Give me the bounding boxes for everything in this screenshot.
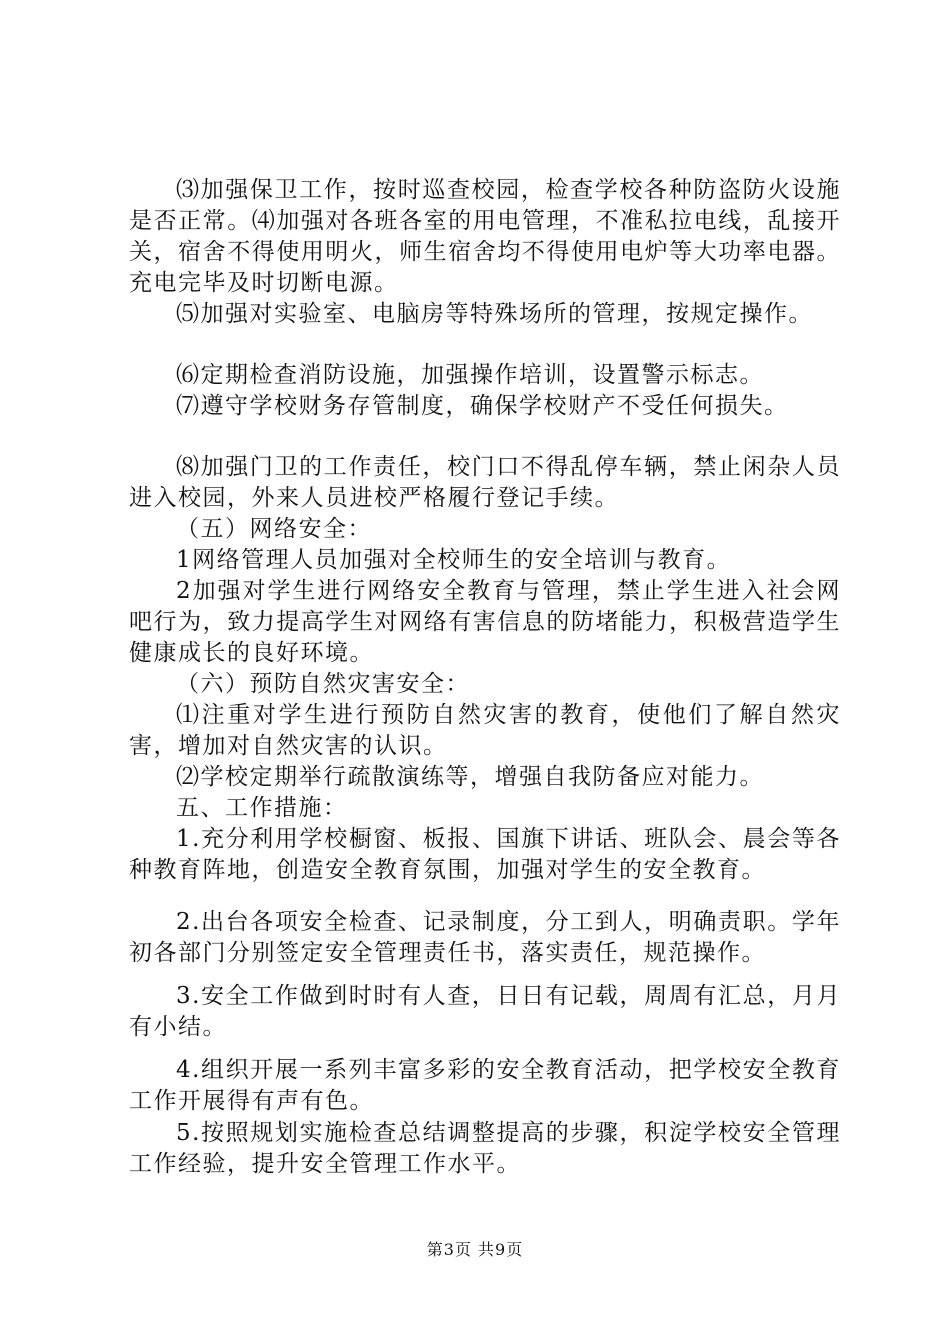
- heading-natural-disaster: （六）预防自然灾害安全：: [176, 671, 470, 697]
- paragraph-disaster-education: ⑴注重对学生进行预防自然灾害的教育，使他们了解自然灾害，增加对自然灾害的认识。: [129, 702, 841, 759]
- paragraph-security-duty: ⑶加强保卫工作，按时巡查校园，检查学校各种防盗防火设施是否正常。⑷加强对各班各室的用电管理，不准私拉电线，乱接开关，宿舍不得使用明火，师生宿舍均不得使用电炉等大功率电器。充电完毕及时切断电源。: [129, 177, 841, 296]
- paragraph-measure-3: 3.安全工作做到时时有人查，日日有记载，周周有汇总，月月有小结。: [129, 983, 841, 1040]
- paragraph-network-education: 2加强对学生进行网络安全教育与管理，禁止学生进入社会网吧行为，致力提高学生对网络有害信息的防堵能力，积极营造学生健康成长的良好环境。: [129, 578, 841, 666]
- paragraph-measure-5: 5.按照规划实施检查总结调整提高的步骤，积淀学校安全管理工作经验，提升安全管理工作水平。: [129, 1120, 841, 1177]
- paragraph-measure-1: 1.充分利用学校橱窗、板报、国旗下讲话、班队会、晨会等各种教育阵地，创造安全教育氛围，加强对学生的安全教育。: [129, 826, 841, 883]
- paragraph-evacuation-drill: ⑵学校定期举行疏散演练等，增强自我防备应对能力。: [176, 764, 764, 790]
- heading-work-measures: 五、工作措施：: [176, 795, 348, 821]
- paragraph-gate-duty: ⑻加强门卫的工作责任，校门口不得乱停车辆，禁止闲杂人员进入校园，外来人员进校严格履行登记手续。: [129, 454, 841, 511]
- paragraph-lab-management: ⑸加强对实验室、电脑房等特殊场所的管理，按规定操作。: [176, 301, 813, 327]
- paragraph-measure-4: 4.组织开展一系列丰富多彩的安全教育活动，把学校安全教育工作开展得有声有色。: [129, 1057, 841, 1114]
- page-footer: 第3页 共9页: [426, 1240, 524, 1259]
- paragraph-finance-rules: ⑺遵守学校财务存管制度，确保学校财产不受任何损失。: [176, 393, 789, 419]
- paragraph-fire-facilities: ⑹定期检查消防设施，加强操作培训，设置警示标志。: [176, 362, 764, 388]
- heading-network-security: （五）网络安全：: [176, 516, 372, 542]
- paragraph-measure-2: 2.出台各项安全检查、记录制度，分工到人，明确责职。学年初各部门分别签定安全管理责任书，落实责任，规范操作。: [129, 909, 841, 966]
- paragraph-network-training: 1网络管理人员加强对全校师生的安全培训与教育。: [176, 547, 732, 573]
